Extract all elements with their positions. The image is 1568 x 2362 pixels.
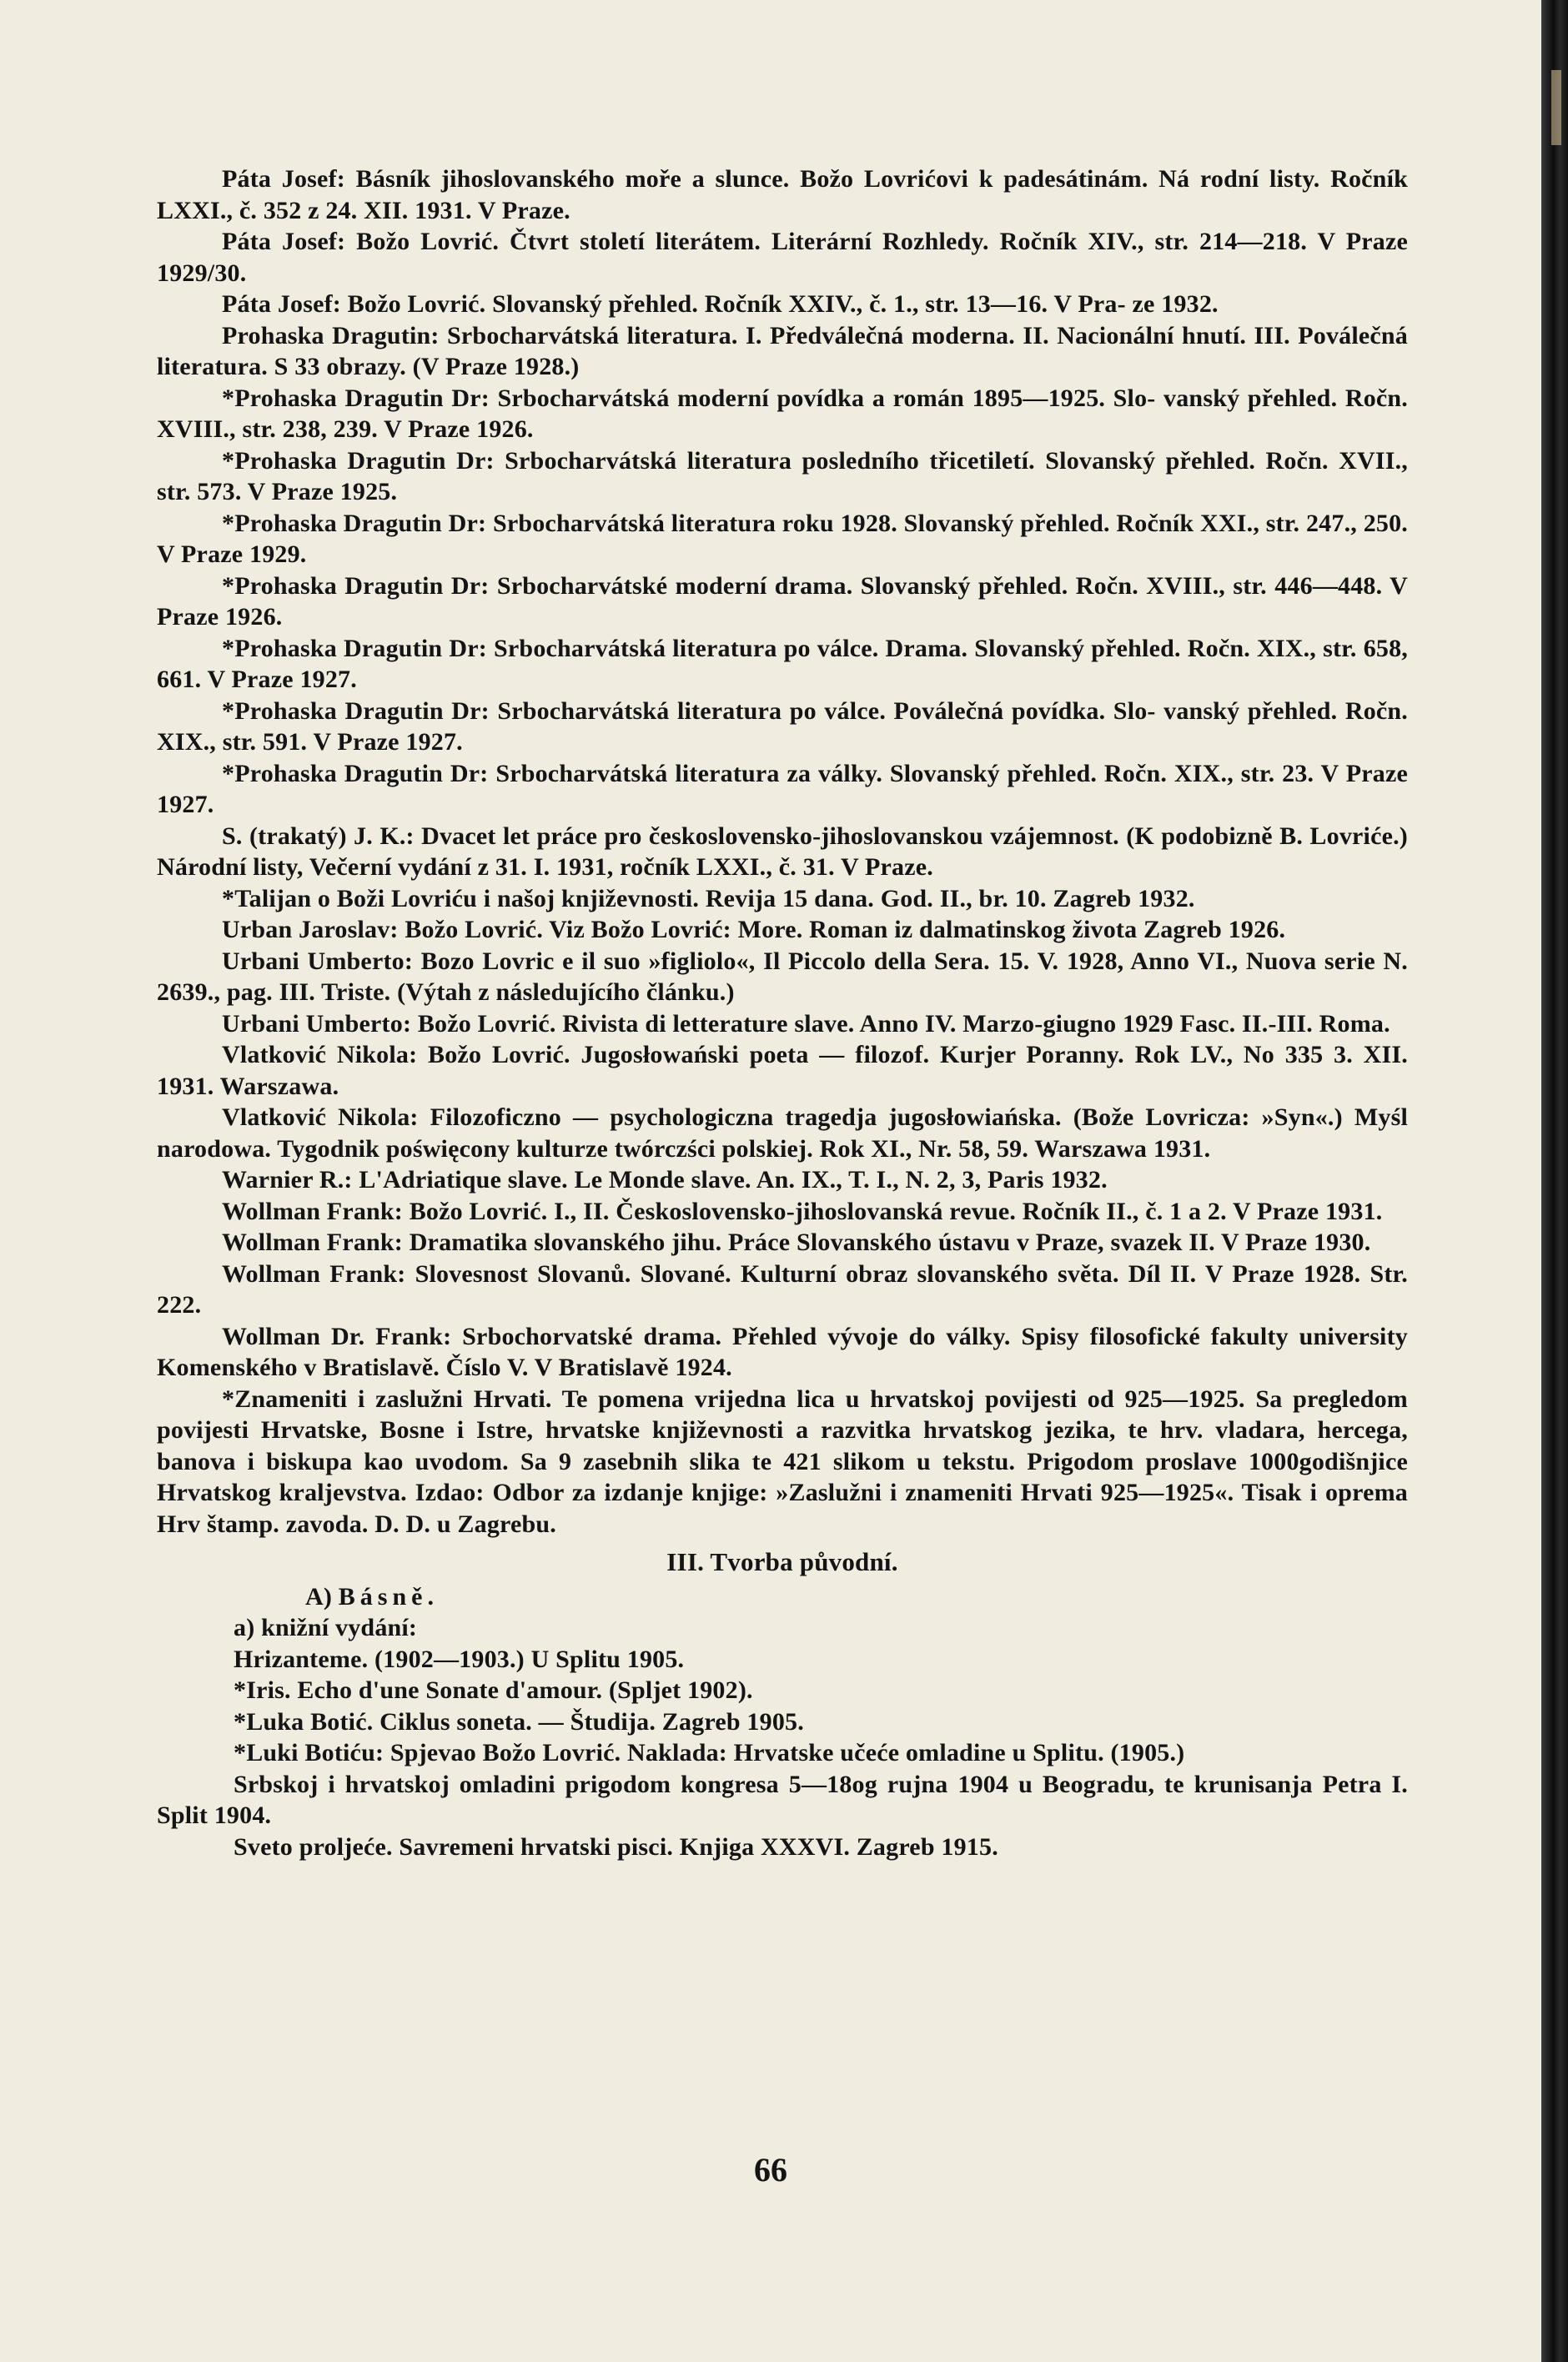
bibliography-entry: Urbani Umberto: Božo Lovrić. Rivista di letterature slave. Anno IV. Marzo-giugno 1929 Fasc. II.-III. Roma. [222,1009,1390,1038]
bibliography-entry: *Prohaska Dragutin Dr: Srbocharvátská literatura roku 1928. Slovanský přehled. Ročník XXI., str. 247., 250. V Praze 1929. [157,509,1408,568]
edition-label: a) knižní vydání: [234,1614,418,1641]
spine-mark [1551,70,1561,145]
bibliography-entry: S. (trakatý) J. K.: Dvacet let práce pro československo-jihoslovanskou vzájemnost. (K podobizně B. Lovriće.) Národní listy, Večerní vydání z 31. I. 1931, ročník LXXI., č. 31. V Praze. [157,822,1408,881]
bibliography-entry: Prohaska Dragutin: Srbocharvátská literatura. I. Předválečná moderna. II. Nacionální hnutí. III. Poválečná literatura. S 33 obrazy. (V Praze 1928.) [157,321,1408,380]
bibliography-entry: Vlatković Nikola: Božo Lovrić. Jugosłowański poeta — filozof. Kurjer Poranny. Rok LV., No 335 3. XII. 1931. Warszawa. [157,1041,1408,1100]
bibliography-entry: *Talijan o Boži Lovriću i našoj književnosti. Revija 15 dana. God. II., br. 10. Zagreb 1932. [222,884,1195,912]
poem-entry: Srbskoj i hrvatskoj omladini prigodom kongresa 5—18og rujna 1904 u Beogradu, te krunisanja Petra I. Split 1904. [157,1770,1408,1829]
book-spine-edge [1541,0,1568,2362]
bibliography-entry: Wollman Dr. Frank: Srbochorvatské drama. Přehled vývoje do války. Spisy filosofické fakulty university Komenského v Bratislavě. Číslo V. V Bratislavě 1924. [157,1322,1408,1381]
bibliography-entry: Urbani Umberto: Bozo Lovric e il suo »figliolo«, Il Piccolo della Sera. 15. V. 1928, Anno VI., Nuova serie N. 2639., pag. III. Triste. (Výtah z následujícího článku.) [157,947,1408,1006]
bibliography-entry: Wollman Frank: Slovesnost Slovanů. Slované. Kulturní obraz slovanského světa. Díl II. V Praze 1928. Str. 222. [157,1259,1408,1319]
bibliography-entry: *Prohaska Dragutin Dr: Srbocharvátská literatura za války. Slovanský přehled. Ročn. XIX., str. 23. V Praze 1927. [157,759,1408,818]
bibliography-list [157,163,1408,1540]
page-number: 66 [754,2151,787,2189]
bibliography-entry: Warnier R.: L'Adriatique slave. Le Monde slave. An. IX., T. I., N. 2, 3, Paris 1932. [222,1166,1108,1194]
bibliography-entry: *Znameniti i zaslužni Hrvati. Te pomena vrijedna lica u hrvatskoj povijesti od 925—1925. Sa pregledom povijesti Hrvatske, Bosne i Istre, hrvatske književnosti a razvitka hrvatskog jezika, te hrv. vladara, hercega, banova i biskupa kao uvodom. Sa 9 zasebnih slika te 421 slikom u tekstu. Prigodom proslave 1000godišnjice Hrvatskog kraljevstva. Izdao: Odbor za izdanje knjige: »Zaslužni i znameniti Hrvati 925—1925«. Tisak i oprema Hrv štamp. zavoda. D. D. u Zagrebu. [157,1385,1408,1538]
bibliography-entry: *Prohaska Dragutin Dr: Srbocharvátská literatura posledního třicetiletí. Slovanský přehled. Ročn. XVII., str. 573. V Praze 1925. [157,446,1408,505]
bibliography-entry: Páta Josef: Básník jihoslovanského moře a slunce. Božo Lovrićovi k padesátinám. Ná rodní listy. Ročník LXXI., č. 352 z 24. XII. 1931. V Praze. [157,165,1408,224]
poem-entry: Hrizanteme. (1902—1903.) U Splitu 1905. [234,1645,685,1673]
poem-entry: Sveto proljeće. Savremeni hrvatski pisci. Knjiga XXXVI. Zagreb 1915. [234,1832,998,1861]
page-content [157,163,1408,1862]
bibliography-entry: Páta Josef: Božo Lovrić. Slovanský přehled. Ročník XXIV., č. 1., str. 13—16. V Pra- ze 1932. [222,290,1219,318]
bibliography-entry: Páta Josef: Božo Lovrić. Čtvrt století literátem. Literární Rozhledy. Ročník XIV., str. 214—218. V Praze 1929/30. [157,228,1408,287]
bibliography-entry: Vlatković Nikola: Filozoficzno — psychologiczna tragedja jugosłowiańska. (Bože Lovricza: »Syn«.) Myśl narodowa. Tygodnik poświęcony kulturze twórczści polskiej. Rok XI., Nr. 58, 59. Warszawa 1931. [157,1103,1408,1163]
poem-entry: *Luki Botiću: Spjevao Božo Lovrić. Naklada: Hrvatske učeće omladine u Splitu. (1905.) [234,1739,1185,1766]
subsection-prefix: A) [305,1582,333,1611]
bibliography-entry: Wollman Frank: Dramatika slovanského jihu. Práce Slovanského ústavu v Praze, svazek II. V Praze 1930. [222,1229,1371,1256]
poem-entry: *Luka Botić. Ciklus soneta. — Študija. Zagreb 1905. [234,1707,804,1736]
bibliography-entry: Wollman Frank: Božo Lovrić. I., II. Československo-jihoslovanská revue. Ročník II., č. 1 a 2. V Praze 1931. [222,1197,1383,1225]
bibliography-entry: *Prohaska Dragutin Dr: Srbocharvátská moderní povídka a román 1895—1925. Slo- vanský přehled. Ročn. XVIII., str. 238, 239. V Praze 1926. [157,384,1408,443]
bibliography-entry: *Prohaska Dragutin Dr: Srbocharvátská literatura po válce. Poválečná povídka. Slo- vanský přehled. Ročn. XIX., str. 591. V Praze 1927. [157,696,1408,756]
section-heading: III. Tvorba původní. [666,1547,898,1576]
bibliography-entry: *Prohaska Dragutin Dr: Srbocharvátská literatura po válce. Drama. Slovanský přehled. Ročn. XIX., str. 658, 661. V Praze 1927. [157,634,1408,693]
subsection-heading [157,1581,1408,1613]
bibliography-entry: *Prohaska Dragutin Dr: Srbocharvátské moderní drama. Slovanský přehled. Ročn. XVIII., str. 446—448. V Praze 1926. [157,571,1408,631]
bibliography-entry: Urban Jaroslav: Božo Lovrić. Viz Božo Lovrić: More. Roman iz dalmatinskog života Zagreb 1926. [222,916,1286,943]
poem-entry: *Iris. Echo d'une Sonate d'amour. (Spljet 1902). [234,1676,753,1704]
poem-list [157,1644,1408,1863]
subsection-title: Básně. [338,1582,439,1611]
